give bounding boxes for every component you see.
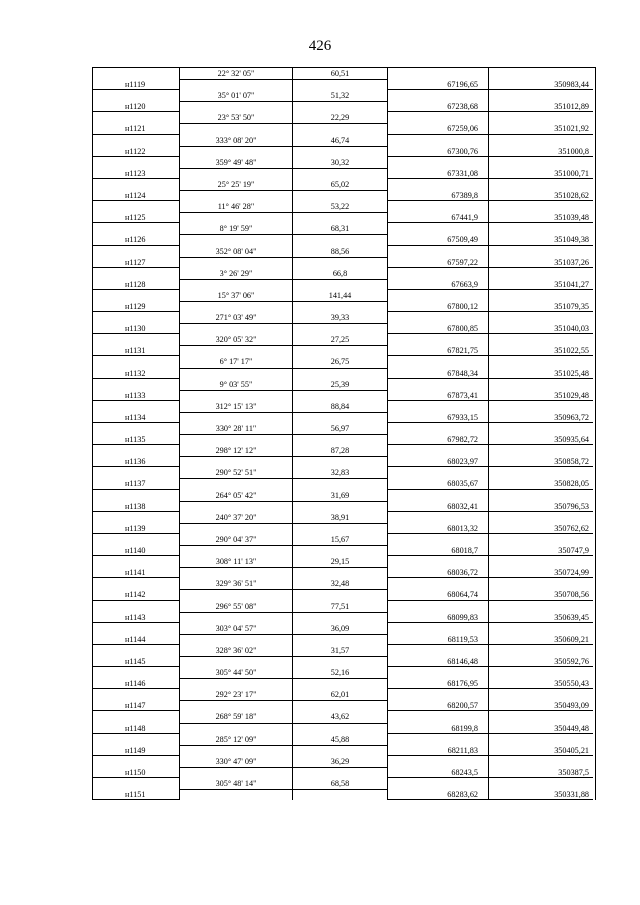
direction-angle: 25° 25' 19" [180, 179, 293, 190]
segment-length: 15,67 [293, 534, 388, 545]
point-id: н1119 [93, 79, 180, 90]
segment-row [93, 312, 595, 323]
point-row [93, 257, 595, 268]
point-row [93, 301, 595, 312]
point-row [93, 168, 595, 179]
page-number: 426 [308, 38, 332, 54]
point-row [93, 146, 595, 157]
direction-angle: 303° 04' 57" [180, 623, 293, 634]
direction-angle: 6° 17' 17" [180, 356, 293, 367]
coordinate-y: 351025,48 [489, 368, 593, 379]
direction-angle: 290° 52' 51" [180, 467, 293, 478]
direction-angle: 8° 19' 59" [180, 223, 293, 234]
segment-row [93, 645, 595, 656]
point-row [93, 345, 595, 356]
segment-length: 36,09 [293, 623, 388, 634]
coordinate-y: 350387,5 [489, 767, 593, 778]
segment-row [93, 246, 595, 257]
coordinate-x: 67389,8 [388, 190, 489, 201]
point-id: н1127 [93, 257, 180, 268]
direction-angle: 3° 26' 29" [180, 268, 293, 279]
segment-row [93, 445, 595, 456]
direction-angle: 264° 05' 42" [180, 490, 293, 501]
coordinate-y: 351041,27 [489, 279, 593, 290]
segment-row [93, 379, 595, 390]
point-id: н1129 [93, 301, 180, 312]
coordinate-x: 68243,5 [388, 767, 489, 778]
segment-length: 32,48 [293, 578, 388, 589]
coordinate-y: 350449,48 [489, 723, 593, 734]
point-row [93, 234, 595, 245]
segment-row [93, 467, 595, 478]
direction-angle: 305° 44' 50" [180, 667, 293, 678]
coordinate-y: 351040,03 [489, 323, 593, 334]
segment-length: 77,51 [293, 601, 388, 612]
point-id: н1125 [93, 212, 180, 223]
point-row [93, 567, 595, 578]
point-id: н1149 [93, 745, 180, 756]
point-row [93, 501, 595, 512]
coordinate-x: 67663,9 [388, 279, 489, 290]
point-row [93, 656, 595, 667]
segment-row [93, 512, 595, 523]
segment-row [93, 667, 595, 678]
segment-row [93, 423, 595, 434]
segment-length: 65,02 [293, 179, 388, 190]
point-id: н1122 [93, 146, 180, 157]
coordinates-table [92, 67, 596, 800]
point-row [93, 323, 595, 334]
segment-row [93, 157, 595, 168]
coordinate-x: 67597,22 [388, 257, 489, 268]
segment-row [93, 201, 595, 212]
coordinate-y: 351000,71 [489, 168, 593, 179]
coordinate-y: 351000,8 [489, 146, 593, 157]
segment-length: 31,69 [293, 490, 388, 501]
coordinate-y: 350639,45 [489, 612, 593, 623]
point-row [93, 700, 595, 711]
coordinate-x: 68146,48 [388, 656, 489, 667]
segment-row [93, 490, 595, 501]
point-row [93, 390, 595, 401]
coordinate-x: 67848,34 [388, 368, 489, 379]
coordinate-y: 351029,48 [489, 390, 593, 401]
direction-angle: 285° 12' 09" [180, 734, 293, 745]
point-row [93, 434, 595, 445]
point-row [93, 412, 595, 423]
point-row [93, 212, 595, 223]
segment-length: 36,29 [293, 756, 388, 767]
coordinate-y: 350708,56 [489, 589, 593, 600]
point-row [93, 123, 595, 134]
direction-angle: 359° 49' 48" [180, 157, 293, 168]
point-id: н1145 [93, 656, 180, 667]
coordinate-y: 351079,35 [489, 301, 593, 312]
segment-length: 29,15 [293, 556, 388, 567]
coordinate-x: 67441,9 [388, 212, 489, 223]
coordinate-y: 351039,48 [489, 212, 593, 223]
segment-length: 38,91 [293, 512, 388, 523]
point-id: н1139 [93, 523, 180, 534]
coordinate-x: 67300,76 [388, 146, 489, 157]
segment-length: 45,88 [293, 734, 388, 745]
segment-row [93, 601, 595, 612]
direction-angle: 298° 12' 12" [180, 445, 293, 456]
segment-length: 68,58 [293, 778, 388, 789]
point-id: н1130 [93, 323, 180, 334]
direction-angle: 330° 28' 11" [180, 423, 293, 434]
segment-row [93, 268, 595, 279]
point-id: н1120 [93, 101, 180, 112]
segment-length: 25,39 [293, 379, 388, 390]
coordinate-y: 350405,21 [489, 745, 593, 756]
segment-row [93, 356, 595, 367]
point-row [93, 456, 595, 467]
point-id: н1151 [93, 789, 180, 800]
segment-row [93, 734, 595, 745]
coordinate-x: 67509,49 [388, 234, 489, 245]
coordinate-y: 350592,76 [489, 656, 593, 667]
point-id: н1131 [93, 345, 180, 356]
point-row [93, 190, 595, 201]
direction-angle: 312° 15' 13" [180, 401, 293, 412]
coordinate-y: 350963,72 [489, 412, 593, 423]
coordinate-x: 67933,15 [388, 412, 489, 423]
segment-length: 141,44 [293, 290, 388, 301]
point-id: н1134 [93, 412, 180, 423]
coordinate-x: 68013,32 [388, 523, 489, 534]
point-row [93, 678, 595, 689]
point-row [93, 634, 595, 645]
point-id: н1124 [93, 190, 180, 201]
segment-row [93, 623, 595, 634]
coordinate-y: 351012,89 [489, 101, 593, 112]
segment-length: 88,84 [293, 401, 388, 412]
segment-length: 56,97 [293, 423, 388, 434]
point-id: н1128 [93, 279, 180, 290]
coordinate-x: 67800,12 [388, 301, 489, 312]
point-row [93, 279, 595, 290]
segment-row [93, 534, 595, 545]
coordinate-x: 68023,97 [388, 456, 489, 467]
segment-length: 22,29 [293, 112, 388, 123]
segment-row [93, 112, 595, 123]
coordinate-x: 68099,83 [388, 612, 489, 623]
coordinate-x: 68036,72 [388, 567, 489, 578]
direction-angle: 333° 08' 20" [180, 135, 293, 146]
segment-row [93, 756, 595, 767]
point-row [93, 612, 595, 623]
point-id: н1147 [93, 700, 180, 711]
segment-row [93, 68, 595, 79]
direction-angle: 271° 03' 49" [180, 312, 293, 323]
segment-row [93, 90, 595, 101]
coordinate-y: 351022,55 [489, 345, 593, 356]
coordinate-x: 68064,74 [388, 589, 489, 600]
coordinate-y: 351021,92 [489, 123, 593, 134]
coordinate-x: 67331,08 [388, 168, 489, 179]
coordinate-x: 67800,85 [388, 323, 489, 334]
coordinate-x: 68032,41 [388, 501, 489, 512]
direction-angle: 352° 08' 04" [180, 246, 293, 257]
direction-angle: 290° 04' 37" [180, 534, 293, 545]
coordinate-x: 68018,7 [388, 545, 489, 556]
coordinate-y: 351037,26 [489, 257, 593, 268]
segment-row [93, 179, 595, 190]
segment-length: 43,62 [293, 711, 388, 722]
direction-angle: 35° 01' 07" [180, 90, 293, 101]
coordinate-y: 351028,62 [489, 190, 593, 201]
coordinate-x: 68176,95 [388, 678, 489, 689]
point-id: н1143 [93, 612, 180, 623]
point-id: н1138 [93, 501, 180, 512]
direction-angle: 308° 11' 13" [180, 556, 293, 567]
direction-angle: 15° 37' 06" [180, 290, 293, 301]
segment-row [93, 778, 595, 789]
coordinate-x: 67873,41 [388, 390, 489, 401]
coordinate-y: 350493,09 [489, 700, 593, 711]
point-id: н1141 [93, 567, 180, 578]
coordinate-x: 68283,62 [388, 789, 489, 800]
point-id: н1144 [93, 634, 180, 645]
point-id: н1135 [93, 434, 180, 445]
direction-angle: 305° 48' 14" [180, 778, 293, 789]
coordinate-x: 68200,57 [388, 700, 489, 711]
point-id: н1133 [93, 390, 180, 401]
direction-angle: 296° 55' 08" [180, 601, 293, 612]
coordinate-y: 351049,38 [489, 234, 593, 245]
coordinate-y: 350331,88 [489, 789, 593, 800]
point-id: н1146 [93, 678, 180, 689]
point-id: н1140 [93, 545, 180, 556]
point-row [93, 745, 595, 756]
direction-angle: 22° 32' 05" [180, 68, 293, 79]
point-row [93, 723, 595, 734]
coordinate-x: 68199,8 [388, 723, 489, 734]
segment-length: 52,16 [293, 667, 388, 678]
coordinate-x: 67821,75 [388, 345, 489, 356]
coordinate-y: 350724,99 [489, 567, 593, 578]
point-id: н1126 [93, 234, 180, 245]
coordinate-x: 67238,68 [388, 101, 489, 112]
segment-length: 51,32 [293, 90, 388, 101]
segment-row [93, 223, 595, 234]
point-row [93, 523, 595, 534]
direction-angle: 329° 36' 51" [180, 578, 293, 589]
segment-row [93, 334, 595, 345]
segment-length: 27,25 [293, 334, 388, 345]
segment-length: 88,56 [293, 246, 388, 257]
point-row [93, 789, 595, 800]
point-row [93, 478, 595, 489]
coordinate-x: 68211,83 [388, 745, 489, 756]
segment-row [93, 711, 595, 722]
direction-angle: 23° 53' 50" [180, 112, 293, 123]
coordinate-y: 350935,64 [489, 434, 593, 445]
point-row [93, 368, 595, 379]
segment-row [93, 135, 595, 146]
coordinate-x: 67259,06 [388, 123, 489, 134]
segment-length: 31,57 [293, 645, 388, 656]
point-id: н1132 [93, 368, 180, 379]
segment-length: 39,33 [293, 312, 388, 323]
segment-length: 30,32 [293, 157, 388, 168]
segment-length: 66,8 [293, 268, 388, 279]
segment-length: 26,75 [293, 356, 388, 367]
segment-length: 62,01 [293, 689, 388, 700]
point-id: н1123 [93, 168, 180, 179]
segment-length: 32,83 [293, 467, 388, 478]
coordinate-y: 350747,9 [489, 545, 593, 556]
direction-angle: 9° 03' 55" [180, 379, 293, 390]
point-id: н1150 [93, 767, 180, 778]
direction-angle: 292° 23' 17" [180, 689, 293, 700]
coordinate-y: 350828,05 [489, 478, 593, 489]
segment-row [93, 689, 595, 700]
direction-angle: 320° 05' 32" [180, 334, 293, 345]
segment-row [93, 290, 595, 301]
coordinate-y: 350796,53 [489, 501, 593, 512]
coordinate-y: 350762,62 [489, 523, 593, 534]
direction-angle: 330° 47' 09" [180, 756, 293, 767]
segment-row [93, 556, 595, 567]
direction-angle: 328° 36' 02" [180, 645, 293, 656]
direction-angle: 268° 59' 18" [180, 711, 293, 722]
direction-angle: 11° 46' 28" [180, 201, 293, 212]
point-id: н1137 [93, 478, 180, 489]
point-row [93, 79, 595, 90]
coordinate-x: 68035,67 [388, 478, 489, 489]
segment-row [93, 401, 595, 412]
coordinate-y: 350858,72 [489, 456, 593, 467]
point-id: н1121 [93, 123, 180, 134]
coordinate-x: 67982,72 [388, 434, 489, 445]
segment-length: 46,74 [293, 135, 388, 146]
point-id: н1142 [93, 589, 180, 600]
coordinate-y: 350550,43 [489, 678, 593, 689]
point-row [93, 545, 595, 556]
segment-length: 68,31 [293, 223, 388, 234]
coordinate-y: 350983,44 [489, 79, 593, 90]
point-row [93, 589, 595, 600]
coordinate-y: 350609,21 [489, 634, 593, 645]
coordinate-x: 67196,65 [388, 79, 489, 90]
segment-length: 60,51 [293, 68, 388, 79]
segment-length: 53,22 [293, 201, 388, 212]
segment-length: 87,28 [293, 445, 388, 456]
direction-angle: 240° 37' 20" [180, 512, 293, 523]
point-row [93, 767, 595, 778]
point-id: н1136 [93, 456, 180, 467]
point-id: н1148 [93, 723, 180, 734]
segment-row [93, 578, 595, 589]
point-row [93, 101, 595, 112]
coordinate-x: 68119,53 [388, 634, 489, 645]
